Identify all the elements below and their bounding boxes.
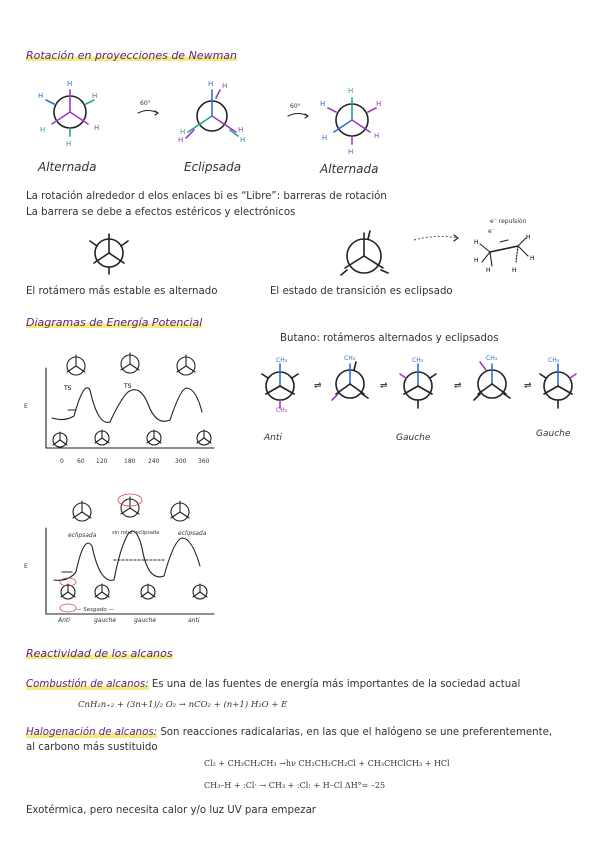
combustion-head: Combustión de alcanos:: [26, 679, 149, 690]
halogen-text-2: al carbono más sustituido: [26, 742, 158, 753]
sawhorse-eclipsed: [470, 230, 550, 274]
ch3-label-6: CH₃: [276, 407, 288, 414]
ch3-label-3: CH₃: [412, 357, 424, 364]
electron-label: e⁻: [488, 228, 495, 235]
repulsion-label: e⁻ repulsión: [490, 218, 527, 225]
svg-text:H: H: [474, 257, 479, 264]
svg-text:H: H: [320, 100, 326, 108]
diag2-bottom-label-2: gauche: [94, 617, 117, 624]
x-tick-180: 180: [124, 458, 136, 465]
svg-text:H: H: [92, 92, 98, 100]
svg-text:H: H: [322, 134, 328, 142]
diag2-bottom-label-1: Anti: [58, 617, 70, 624]
rotation-arrow-1: [136, 108, 160, 118]
svg-text:⇌: ⇌: [524, 381, 532, 391]
x-tick-0: 0: [60, 458, 64, 465]
rotation-arrow-2: [286, 111, 310, 121]
ch3-label-1: CH₃: [276, 357, 288, 364]
rotation-text-line2: La barrera se debe a efectos estéricos y electrónicos: [26, 207, 296, 218]
butane-label-anti: Anti: [264, 433, 282, 443]
x-tick-360: 360: [198, 458, 210, 465]
rotation-arrow-label-1: 60°: [140, 100, 151, 107]
svg-text:H: H: [94, 124, 100, 132]
svg-text:H: H: [67, 80, 73, 88]
rotamer-caption-right: El estado de transición es eclipsado: [270, 286, 453, 297]
energy-diagram-ethane: [24, 350, 224, 470]
halogen-equation-1: Cl₂ + CH₃CH₂CH₃ →hν CH₃CH₂CH₂Cl + CH₃CHClCH₃ + HCl: [204, 759, 450, 768]
svg-text:TS: TS: [124, 383, 132, 390]
newman-label-1: Alternada: [38, 160, 97, 174]
energy-axis-label-1: E: [24, 403, 28, 410]
svg-text:H: H: [66, 140, 72, 148]
svg-text:H: H: [526, 234, 531, 241]
svg-text:H: H: [374, 132, 380, 140]
halogen-equation-2: CH₃–H + :Cl· → CH₃ + :Cl: + H–Cl ΔH°= –25: [204, 781, 386, 790]
svg-text:⇌: ⇌: [380, 381, 388, 391]
svg-text:H: H: [222, 82, 228, 90]
halogen-line: [26, 728, 552, 738]
x-tick-120: 120: [96, 458, 108, 465]
newman-label-3: Alternada: [320, 162, 379, 176]
newman-eclipsed: [172, 76, 252, 156]
halogen-head: Halogenación de alcanos:: [26, 727, 158, 738]
final-note: Exotérmica, pero necesita calor y/o luz UV para empezar: [26, 805, 316, 816]
svg-text:⇌: ⇌: [454, 381, 462, 391]
energy-diagram-butane: [24, 488, 224, 628]
svg-text:H: H: [40, 126, 46, 134]
svg-text:H: H: [348, 87, 354, 95]
section-title-energy: Diagramas de Energía Potencial: [26, 316, 203, 329]
ch3-label-5: CH₃: [548, 357, 560, 364]
newman-staggered-1: [30, 72, 110, 152]
combustion-text: Es una de las fuentes de energía más importantes de la sociedad actual: [148, 679, 521, 690]
halogen-text: Son reacciones radicalarias, en las que el halógeno se une preferentemente,: [157, 727, 553, 738]
butane-label-gauche-1: Gauche: [396, 433, 431, 443]
svg-text:H: H: [474, 239, 479, 246]
energy-axis-label-2: E: [24, 563, 28, 570]
svg-text:H: H: [240, 136, 246, 144]
svg-text:H: H: [486, 267, 491, 274]
svg-text:H: H: [376, 100, 382, 108]
butane-title: Butano: rotámeros alternados y eclipsados: [280, 333, 499, 344]
dashed-arrow: [412, 232, 462, 246]
svg-text:H: H: [530, 255, 535, 262]
diag2-top-label-2: sin rotul. eclipsada: [112, 530, 160, 536]
x-tick-300: 300: [175, 458, 187, 465]
diag2-bottom-label-3: gauche: [134, 617, 157, 624]
svg-text:H: H: [178, 136, 184, 144]
diag2-mid-label: — Sesgado —: [76, 607, 114, 613]
butane-label-gauche-2: Gauche: [536, 429, 571, 439]
diag2-top-label-3: eclipsada: [178, 530, 207, 537]
svg-text:H: H: [238, 126, 244, 134]
svg-text:H: H: [208, 80, 214, 88]
diag2-top-label-1: eclipsada: [68, 532, 97, 539]
section-title-newman: Rotación en proyecciones de Newman: [26, 49, 237, 62]
svg-text:H: H: [512, 267, 517, 274]
ch3-label-4: CH₃: [486, 355, 498, 362]
rotation-arrow-label-2: 60°: [290, 103, 301, 110]
ch3-label-2: CH₃: [344, 355, 356, 362]
combustion-line: [26, 680, 520, 690]
x-tick-240: 240: [148, 458, 160, 465]
svg-text:H: H: [180, 128, 186, 136]
newman-staggered-2: [312, 80, 392, 160]
svg-text:H: H: [348, 148, 354, 156]
svg-text:TS: TS: [64, 385, 72, 392]
newman-plain-staggered: [84, 228, 134, 278]
combustion-equation: CnH₂n₊₂ + (3n+1)/₂ O₂ → nCO₂ + (n+1) H₂O + E: [78, 700, 288, 710]
newman-label-2: Eclipsada: [184, 160, 242, 174]
svg-text:H: H: [38, 92, 44, 100]
rotation-text-line1: La rotación alrededor d elos enlaces bi es “Libre”: barreras de rotación: [26, 191, 387, 202]
newman-plain-eclipsed: [334, 226, 394, 286]
section-title-reactivity: Reactividad de los alcanos: [26, 647, 173, 660]
x-tick-60: 60: [77, 458, 85, 465]
svg-text:⇌: ⇌: [314, 381, 322, 391]
diag2-bottom-label-4: anti: [188, 617, 200, 624]
rotamer-caption-left: El rotámero más estable es alternado: [26, 286, 218, 297]
